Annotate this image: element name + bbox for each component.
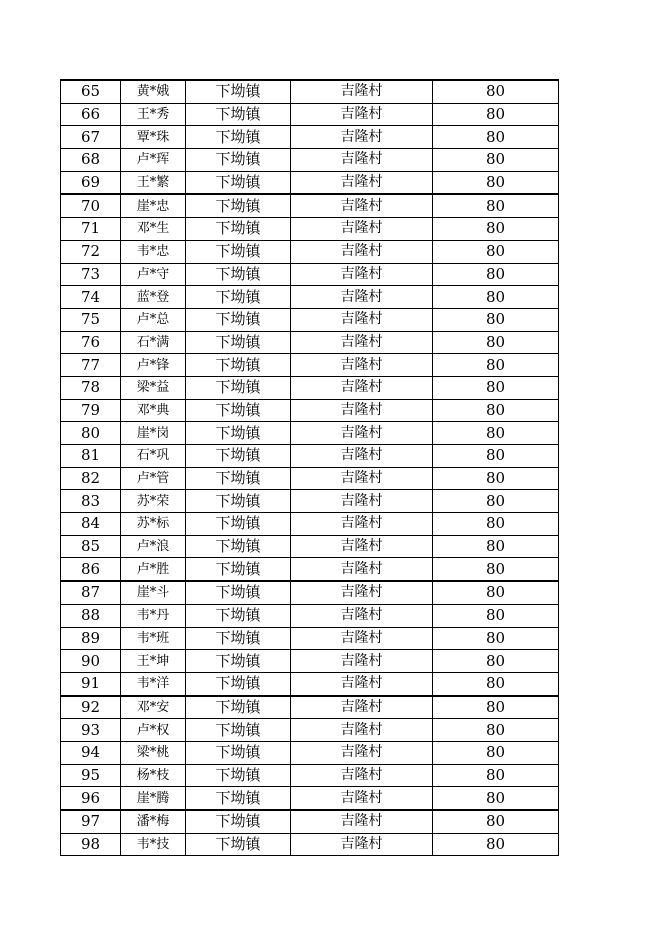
amount-cell: 80: [433, 263, 559, 286]
town-cell: 下坳镇: [186, 604, 291, 627]
amount-cell: 80: [433, 558, 559, 581]
town-cell: 下坳镇: [186, 650, 291, 673]
amount-cell: 80: [433, 672, 559, 695]
row-number-cell: 94: [61, 741, 121, 764]
row-number-cell: 67: [61, 126, 121, 149]
village-cell: 吉隆村: [291, 354, 433, 377]
row-number-cell: 66: [61, 103, 121, 126]
amount-cell: 80: [433, 445, 559, 468]
amount-cell: 80: [433, 535, 559, 558]
amount-cell: 80: [433, 787, 559, 810]
amount-cell: 80: [433, 833, 559, 856]
table-row: [61, 331, 559, 354]
town-cell: 下坳镇: [186, 787, 291, 810]
row-number-cell: 86: [61, 558, 121, 581]
row-number-cell: 69: [61, 171, 121, 194]
village-cell: 吉隆村: [291, 171, 433, 194]
name-cell: 杨*枝: [121, 764, 186, 787]
village-cell: 吉隆村: [291, 308, 433, 331]
village-cell: 吉隆村: [291, 399, 433, 422]
row-number-cell: 93: [61, 719, 121, 742]
row-number-cell: 90: [61, 650, 121, 673]
row-number-cell: 75: [61, 308, 121, 331]
name-cell: 邓*生: [121, 218, 186, 241]
name-cell: 覃*珠: [121, 126, 186, 149]
table-row: [61, 558, 559, 581]
name-cell: 崖*岗: [121, 422, 186, 445]
village-cell: 吉隆村: [291, 376, 433, 399]
subsidy-table: [60, 79, 559, 856]
village-cell: 吉隆村: [291, 650, 433, 673]
village-cell: 吉隆村: [291, 490, 433, 513]
row-number-cell: 83: [61, 490, 121, 513]
town-cell: 下坳镇: [186, 218, 291, 241]
town-cell: 下坳镇: [186, 240, 291, 263]
village-cell: 吉隆村: [291, 467, 433, 490]
town-cell: 下坳镇: [186, 764, 291, 787]
table-row: [61, 513, 559, 536]
amount-cell: 80: [433, 194, 559, 217]
town-cell: 下坳镇: [186, 490, 291, 513]
table-row: [61, 263, 559, 286]
table-row: [61, 422, 559, 445]
amount-cell: 80: [433, 490, 559, 513]
amount-cell: 80: [433, 308, 559, 331]
row-number-cell: 84: [61, 513, 121, 536]
table-row: [61, 194, 559, 217]
row-number-cell: 70: [61, 194, 121, 217]
table-row: [61, 490, 559, 513]
row-number-cell: 89: [61, 627, 121, 650]
table-row: [61, 171, 559, 194]
amount-cell: 80: [433, 399, 559, 422]
row-number-cell: 88: [61, 604, 121, 627]
village-cell: 吉隆村: [291, 696, 433, 719]
amount-cell: 80: [433, 149, 559, 172]
amount-cell: 80: [433, 581, 559, 604]
name-cell: 王*秀: [121, 103, 186, 126]
village-cell: 吉隆村: [291, 263, 433, 286]
row-number-cell: 73: [61, 263, 121, 286]
town-cell: 下坳镇: [186, 696, 291, 719]
name-cell: 韦*丹: [121, 604, 186, 627]
name-cell: 潘*梅: [121, 810, 186, 833]
table-row: [61, 672, 559, 695]
village-cell: 吉隆村: [291, 672, 433, 695]
town-cell: 下坳镇: [186, 194, 291, 217]
table-row: [61, 696, 559, 719]
amount-cell: 80: [433, 696, 559, 719]
village-cell: 吉隆村: [291, 513, 433, 536]
amount-cell: 80: [433, 741, 559, 764]
town-cell: 下坳镇: [186, 286, 291, 309]
village-cell: 吉隆村: [291, 604, 433, 627]
table-row: [61, 467, 559, 490]
name-cell: 韦*洋: [121, 672, 186, 695]
town-cell: 下坳镇: [186, 445, 291, 468]
town-cell: 下坳镇: [186, 149, 291, 172]
row-number-cell: 81: [61, 445, 121, 468]
row-number-cell: 71: [61, 218, 121, 241]
table-row: [61, 445, 559, 468]
row-number-cell: 97: [61, 810, 121, 833]
village-cell: 吉隆村: [291, 833, 433, 856]
town-cell: 下坳镇: [186, 741, 291, 764]
name-cell: 邓*典: [121, 399, 186, 422]
amount-cell: 80: [433, 650, 559, 673]
table-row: [61, 741, 559, 764]
amount-cell: 80: [433, 240, 559, 263]
amount-cell: 80: [433, 354, 559, 377]
amount-cell: 80: [433, 627, 559, 650]
amount-cell: 80: [433, 171, 559, 194]
town-cell: 下坳镇: [186, 399, 291, 422]
row-number-cell: 92: [61, 696, 121, 719]
village-cell: 吉隆村: [291, 810, 433, 833]
row-number-cell: 95: [61, 764, 121, 787]
table-row: [61, 719, 559, 742]
village-cell: 吉隆村: [291, 218, 433, 241]
amount-cell: 80: [433, 103, 559, 126]
town-cell: 下坳镇: [186, 422, 291, 445]
row-number-cell: 76: [61, 331, 121, 354]
name-cell: 卢*珲: [121, 149, 186, 172]
name-cell: 石*巩: [121, 445, 186, 468]
town-cell: 下坳镇: [186, 535, 291, 558]
row-number-cell: 80: [61, 422, 121, 445]
name-cell: 韦*班: [121, 627, 186, 650]
village-cell: 吉隆村: [291, 558, 433, 581]
town-cell: 下坳镇: [186, 810, 291, 833]
village-cell: 吉隆村: [291, 445, 433, 468]
name-cell: 梁*益: [121, 376, 186, 399]
town-cell: 下坳镇: [186, 80, 291, 103]
name-cell: 韦*忠: [121, 240, 186, 263]
village-cell: 吉隆村: [291, 149, 433, 172]
table-row: [61, 399, 559, 422]
row-number-cell: 82: [61, 467, 121, 490]
town-cell: 下坳镇: [186, 833, 291, 856]
town-cell: 下坳镇: [186, 263, 291, 286]
village-cell: 吉隆村: [291, 103, 433, 126]
town-cell: 下坳镇: [186, 171, 291, 194]
village-cell: 吉隆村: [291, 741, 433, 764]
name-cell: 王*坤: [121, 650, 186, 673]
amount-cell: 80: [433, 126, 559, 149]
table-row: [61, 376, 559, 399]
name-cell: 卢*权: [121, 719, 186, 742]
town-cell: 下坳镇: [186, 513, 291, 536]
table-row: [61, 833, 559, 856]
village-cell: 吉隆村: [291, 627, 433, 650]
town-cell: 下坳镇: [186, 376, 291, 399]
amount-cell: 80: [433, 422, 559, 445]
name-cell: 苏*荣: [121, 490, 186, 513]
table-row: [61, 218, 559, 241]
town-cell: 下坳镇: [186, 467, 291, 490]
amount-cell: 80: [433, 218, 559, 241]
table-row: [61, 581, 559, 604]
row-number-cell: 72: [61, 240, 121, 263]
table-row: [61, 810, 559, 833]
amount-cell: 80: [433, 513, 559, 536]
name-cell: 苏*标: [121, 513, 186, 536]
row-number-cell: 98: [61, 833, 121, 856]
amount-cell: 80: [433, 80, 559, 103]
village-cell: 吉隆村: [291, 126, 433, 149]
amount-cell: 80: [433, 764, 559, 787]
amount-cell: 80: [433, 286, 559, 309]
village-cell: 吉隆村: [291, 764, 433, 787]
name-cell: 卢*总: [121, 308, 186, 331]
table-body: [61, 80, 559, 856]
village-cell: 吉隆村: [291, 719, 433, 742]
row-number-cell: 77: [61, 354, 121, 377]
table-row: [61, 103, 559, 126]
town-cell: 下坳镇: [186, 558, 291, 581]
table-row: [61, 240, 559, 263]
row-number-cell: 74: [61, 286, 121, 309]
village-cell: 吉隆村: [291, 422, 433, 445]
row-number-cell: 96: [61, 787, 121, 810]
name-cell: 王*繁: [121, 171, 186, 194]
amount-cell: 80: [433, 604, 559, 627]
amount-cell: 80: [433, 719, 559, 742]
town-cell: 下坳镇: [186, 331, 291, 354]
town-cell: 下坳镇: [186, 672, 291, 695]
row-number-cell: 91: [61, 672, 121, 695]
name-cell: 崖*腾: [121, 787, 186, 810]
name-cell: 梁*桃: [121, 741, 186, 764]
village-cell: 吉隆村: [291, 535, 433, 558]
town-cell: 下坳镇: [186, 719, 291, 742]
row-number-cell: 68: [61, 149, 121, 172]
name-cell: 蓝*登: [121, 286, 186, 309]
table-row: [61, 764, 559, 787]
town-cell: 下坳镇: [186, 581, 291, 604]
table-row: [61, 126, 559, 149]
name-cell: 石*满: [121, 331, 186, 354]
village-cell: 吉隆村: [291, 80, 433, 103]
table-row: [61, 650, 559, 673]
town-cell: 下坳镇: [186, 627, 291, 650]
name-cell: 卢*守: [121, 263, 186, 286]
town-cell: 下坳镇: [186, 308, 291, 331]
table-row: [61, 308, 559, 331]
table-row: [61, 149, 559, 172]
village-cell: 吉隆村: [291, 331, 433, 354]
table-row: [61, 604, 559, 627]
town-cell: 下坳镇: [186, 126, 291, 149]
name-cell: 卢*胜: [121, 558, 186, 581]
amount-cell: 80: [433, 376, 559, 399]
table-row: [61, 535, 559, 558]
name-cell: 卢*浪: [121, 535, 186, 558]
village-cell: 吉隆村: [291, 581, 433, 604]
name-cell: 卢*锋: [121, 354, 186, 377]
village-cell: 吉隆村: [291, 240, 433, 263]
amount-cell: 80: [433, 467, 559, 490]
name-cell: 崖*斗: [121, 581, 186, 604]
name-cell: 卢*管: [121, 467, 186, 490]
village-cell: 吉隆村: [291, 194, 433, 217]
village-cell: 吉隆村: [291, 286, 433, 309]
table-row: [61, 80, 559, 103]
row-number-cell: 65: [61, 80, 121, 103]
table-row: [61, 354, 559, 377]
table-row: [61, 787, 559, 810]
row-number-cell: 78: [61, 376, 121, 399]
amount-cell: 80: [433, 331, 559, 354]
town-cell: 下坳镇: [186, 354, 291, 377]
name-cell: 崖*忠: [121, 194, 186, 217]
town-cell: 下坳镇: [186, 103, 291, 126]
row-number-cell: 85: [61, 535, 121, 558]
name-cell: 黄*娥: [121, 80, 186, 103]
table-row: [61, 627, 559, 650]
table-row: [61, 286, 559, 309]
village-cell: 吉隆村: [291, 787, 433, 810]
row-number-cell: 79: [61, 399, 121, 422]
row-number-cell: 87: [61, 581, 121, 604]
name-cell: 韦*技: [121, 833, 186, 856]
name-cell: 邓*安: [121, 696, 186, 719]
amount-cell: 80: [433, 810, 559, 833]
